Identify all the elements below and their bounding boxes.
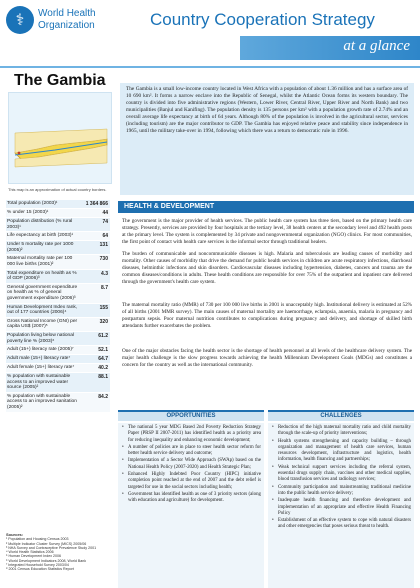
stat-label: % population with sustainable access to an improved water source (2005)² [7,374,71,391]
stat-label: Population distribution (% rural 2003)¹ [7,219,73,230]
health-paragraph: One of the major obstacles facing the health sector is the shortage of health personnel at all levels of the healthcare delivery system. The major health challenge is the slow progress towards achieving the health Millennium Development Goals (MDGs) and constitutes a concern for the country as well as the international community. [122,348,412,368]
country-intro: The Gambia is a small low-income country located in West Africa with a population of about 1.36 million and has a surface area of 10 690 km². It forms a narrow enclave into the Republic of Senegal, whilst the Atlantic Ocean forms its western boundary. The country is divided into five administrative regions (Western, Lower River, Central River, Upper River and North Bank) and two municipalities (Banjul and Kanifing). The population density is 135 persons per km² with a population growth rate of 2.74% and an overall average life expectancy at birth of 64 years. Although 80% of the population is involved in the agricultural sector, services (including tourism) are the major contributor to GDP. The Gambia has enjoyed relative peace and stability since independence in 1965, until the military take-over in 1994, following which there was a return to democratic rule in 1996. [120,83,414,195]
stat-value: 52.1 [98,347,108,354]
source-item: ¹ Population and Housing Census 2003 [6,537,69,542]
document-title: Country Cooperation Strategy [150,10,375,29]
source-item: ⁷ Integrated Household Survey 2003/04 [6,563,69,568]
sources-title: Sources: [6,532,24,537]
health-paragraph: The burden of communicable and noncommunicable diseases is high. Malaria and tuberculosis are leading causes of morbidity and mortality. Other causes of morbidity that drive the demand for public health services in children are acute respiratory infections, diarrhoeal diseases, helminthic infections and skin disorders. Cardiovascular diseases including hypertension, diabetes, cancers and trauma are the common diseases/conditions in adults. These health conditions are responsible for over 75% of the outpatient and inpatient care delivered through the government's health care system. [122,251,412,285]
stat-label: Population living below national poverty line % (2003)⁶ [7,332,74,344]
stat-row [6,209,110,218]
stat-row [6,364,110,373]
stat-value: 64 [102,233,108,240]
source-item: ⁶ World Development Indicators 2008, World Bank [6,558,87,563]
stat-value: 40.2 [98,365,108,372]
stat-label: Total expenditure on health as % of GDP (2006)³ [7,270,77,282]
stat-row [6,284,110,304]
stat-value: 1 364 866 [85,201,108,207]
statistics-table [6,200,110,413]
stat-label: Adult male (15+) literacy rate⁷ [7,356,71,362]
stat-row [6,346,110,355]
source-item: ⁴ World Health Statistics 2006 [6,550,54,555]
sources-list [6,533,110,572]
stat-value: 64.7 [98,356,108,363]
stat-label: Maternal mortality rate per 100 000 live births (2001)² [7,256,73,267]
stat-label: Human Development Index rank, out of 177 countries (2006)⁴ [7,304,78,316]
stat-row [6,318,110,332]
stat-label: Adult female (15+) literacy rate⁷ [7,365,75,371]
stat-row [6,304,110,318]
stat-label: Life expectancy at birth (2003)¹ [7,233,74,239]
opportunities-heading: OPPORTUNITIES [118,410,264,421]
opportunities-list [118,423,264,588]
who-logo [6,6,126,36]
stat-value: 74 [102,219,108,225]
challenge-item: • Community participation and mainstreaming traditional medicine into the public health service delivery; [271,485,411,498]
source-item: ⁵ Human Development Index 2006 [6,554,62,559]
stat-value: 88.1 [98,374,108,381]
stat-value: 730 [99,256,108,263]
stat-value: 320 [99,318,108,325]
stat-value: 155 [99,304,108,311]
challenges-list [268,423,414,588]
challenge-item: • Weak technical support services including the referral system, essential drugs supply chain, vaccines and other medical supplies, blood transfusion services and radiology services; [271,465,411,484]
org-name: World Health Organization [38,8,96,31]
subtitle-banner [240,36,420,60]
map-graphic [9,93,113,185]
opportunity-item: • Implementation of a Sector Wide Approach (SWAp) based on the National Health Policy (2007-2020) and Health Strategic Plan; [121,458,261,471]
stat-label: % population with sustainable access to an improved sanitation (2005)² [7,393,77,411]
stat-value: 8.7 [101,284,108,291]
challenge-item: • Health systems strengthening and capacity building – through organization and management of health care services, human resources development, infrastructure and logistics, health information, health financing and partnerships; [271,439,411,464]
stat-row [6,355,110,364]
who-emblem-icon: ⚕ [6,6,34,34]
opportunity-item: • A number of policies are in place to steer health sector reform for better health service delivery and outcome; [121,445,261,458]
stat-row [6,232,110,241]
health-paragraph: The maternal mortality ratio (MMR) of 730 per 100 000 live births in 2001 is unacceptably high. Institutional delivery is estimated at 52% of all births (2001 MMR survey). The main causes of maternal mortality are haemorrhage, eclampsia, anaemia, malaria in pregnancy and postpartum sepsis. Poor maternal nutrition contributes to complications during pregnancy and delivery, and shortage of skilled birth attendants further exacerbates the problem. [122,302,412,329]
stat-row [6,373,110,393]
stat-row [6,255,110,269]
opportunity-item: • Enhanced Highly Indebted Poor Country (HIPC) initiative completion point reached at the end of 2007 and the debt relief is targeted for use in the social sectors including health; [121,472,261,491]
stat-row [6,332,110,346]
stat-row [6,218,110,232]
header-divider [0,66,420,68]
stat-label: General government expenditure on health as % of general government expenditure (2006)³ [7,284,78,301]
challenge-item: • Reduction of the high maternal mortality ratio and child mortality through the scale-up of priority interventions; [271,425,411,438]
stat-value: 44 [102,210,108,216]
challenge-item: • Inadequate health financing and therefore development and implementation of an appropriate and effective Health Financing Policy [271,498,411,517]
challenges-heading: CHALLENGES [268,410,414,421]
stat-label: Under 5 mortality rate per 1000 (2005)² [7,242,74,253]
stat-value: 61.2 [98,332,108,339]
source-item: ⁸ 2001 Census Education Statistics Report [6,567,74,572]
opportunity-item: • The national 5 year MDG Based 2nd Poverty Reduction Strategy Paper (PRSP II 2007-2011) has identified health as a priority area for reducing inequality and enhancing economic development; [121,425,261,444]
opportunity-item: • Government has identified health as one of 3 priority sectors (along with education and agriculture) for development. [121,492,261,505]
health-paragraph: The government is the major provider of health services. The public health care system has three tiers, based on the primary health care strategy. Presently, services are provided by four hospitals at the tertiary level, 38 health centers at the secondary level and 492 health posts at the primary level. The system is complemented by 34 private and nongovernmental organization (NGO) clinics. For most communities, the first point of contact with health care services is the informal sector through traditional healers. [122,218,412,245]
source-item: ³ NHA Survey and Contraceptive Prevalence Study 2001 [6,545,97,550]
country-map [8,92,112,184]
stat-row [6,241,110,255]
page-header [0,0,420,70]
stat-value: 84.2 [98,393,108,400]
stat-row [6,393,110,413]
stat-label: Adult (15+) literacy rate (2005)⁷ [7,347,74,353]
source-item: ² Multiple Indicator Cluster Survey (MICS) 2005/06 [6,541,87,546]
stat-value: 4.3 [101,270,108,277]
stat-row [6,270,110,284]
stat-label: Total population (2003)¹ [7,201,58,206]
document-subtitle: at a glance [343,38,410,54]
challenge-item: • Establishment of an effective system to cope with natural disasters and other emergencies that poses serious threat to health. [271,518,411,531]
map-caption: This map is an approximation of actual country borders. [8,187,107,192]
stat-label: % under 15 (2003)¹ [7,210,49,215]
country-name: The Gambia [14,72,106,89]
stat-value: 131 [99,242,108,249]
stat-row [6,200,110,209]
stat-label: Gross National Income (GNI) per capita US$ (2007)⁵ [7,318,78,330]
section-heading-health: HEALTH & DEVELOPMENT [118,201,414,213]
